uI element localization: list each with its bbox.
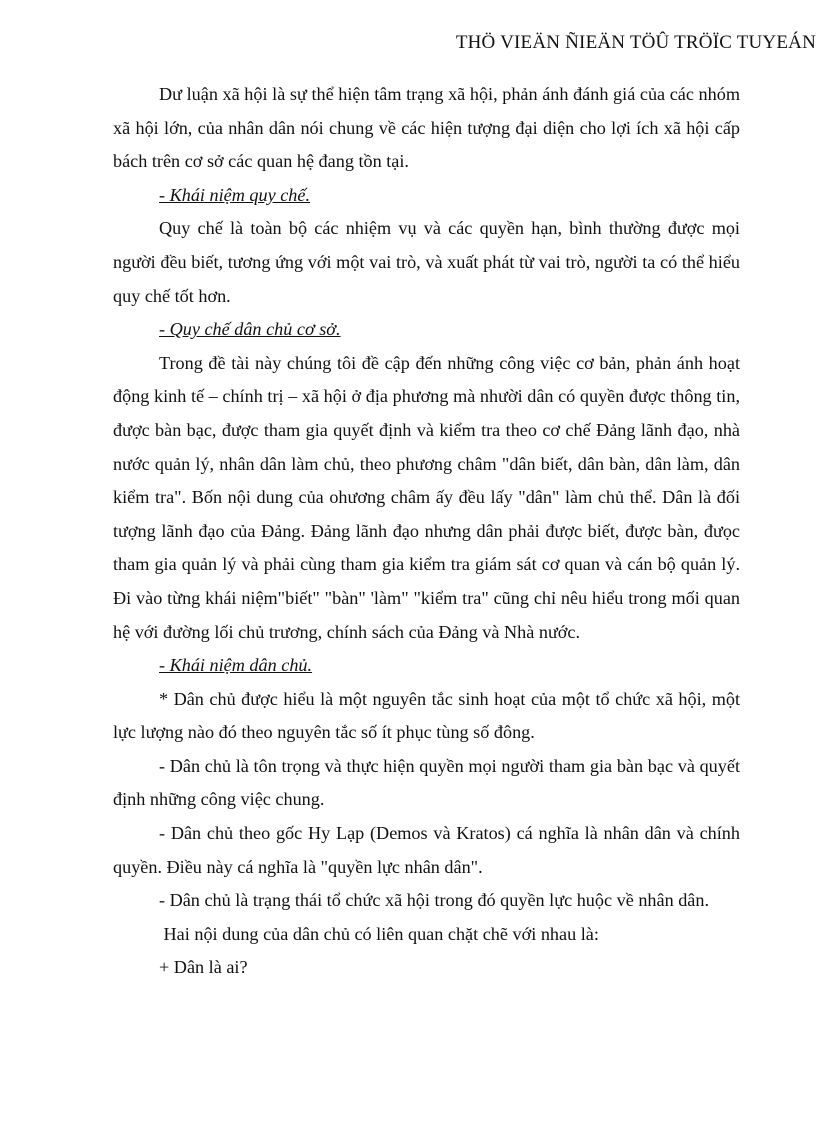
document-body: [113, 78, 740, 985]
line-hai-noi-dung: Hai nội dung của dân chủ có liên quan chặt chẽ với nhau là:: [159, 923, 599, 944]
page-header: THÖ VIEÄN ÑIEÄN TÖÛ TRÖÏC TUYEÁN: [455, 32, 816, 53]
paragraph-quy-che-dan-chu: Trong đề tài này chúng tôi đề cập đến những công việc cơ bản, phản ánh hoạt động kinh tế – chính trị – xã hội ở địa phương mà nhười dân có quyền được thông tin, được bàn bạc, được tham gia quyết định và kiểm tra theo cơ chế Đảng lãnh đạo, nhà nước quản lý, nhân dân làm chủ, theo phương châm "dân biết, dân bàn, dân làm, dân kiểm tra". Bốn nội dung của ohương châm ấy đều lấy "dân" làm chủ thể. Dân là đối tượng lãnh đạo của Đảng. Đảng lãnh đạo nhưng dân phải được biết, được bàn, đưọc tham gia quản lý và phải cùng tham gia kiểm tra giám sát cơ quan và cán bộ quản lý. Đi vào từng khái niệm"biết" "bàn" 'làm" "kiểm tra" cũng chỉ nêu hiểu trong mối quan hệ với đường lối chủ trương, chính sách của Đảng và Nhà nước.: [113, 352, 740, 642]
paragraph-dan-chu-nguyen-tac: * Dân chủ được hiểu là một nguyên tắc sinh hoạt của một tổ chức xã hội, một lực lượng nào đó theo nguyên tắc số ít phục tùng số đông.: [113, 688, 740, 743]
paragraph-dan-chu-hy-lap: - Dân chủ theo gốc Hy Lạp (Demos và Kratos) cá nghĩa là nhân dân và chính quyền. Điều này cá nghĩa là "quyền lực nhân dân".: [113, 823, 740, 877]
heading-quy-che-dan-chu-co-so: - Quy chế dân chủ cơ sở.: [159, 319, 341, 340]
heading-khai-niem-quy-che: - Khái niệm quy chế.: [159, 184, 311, 205]
line-dan-la-ai: + Dân là ai?: [159, 957, 248, 978]
paragraph-du-luan-xa-hoi: Dư luận xã hội là sự thể hiện tâm trạng xã hội, phản ánh đánh giá của các nhóm xã hội lớn, của nhân dân nói chung về các hiện tượng đại diện cho lợi ích xã hội cấp bách trên cơ sở các quan hệ đang tồn tại.: [113, 84, 740, 172]
paragraph-quy-che: Quy chế là toàn bộ các nhiệm vụ và các quyền hạn, bình thường được mọi người đều biết, tương ứng với một vai trò, và xuất phát từ vai trò, người ta có thể hiểu quy chế tốt hơn.: [113, 218, 740, 306]
heading-khai-niem-dan-chu: - Khái niệm dân chủ.: [159, 655, 313, 676]
paragraph-dan-chu-trang-thai: - Dân chủ là trạng thái tổ chức xã hội trong đó quyền lực huộc về nhân dân.: [159, 890, 710, 911]
paragraph-dan-chu-ton-trong: - Dân chủ là tôn trọng và thực hiện quyền mọi người tham gia bàn bạc và quyết định những công việc chung.: [113, 755, 740, 810]
